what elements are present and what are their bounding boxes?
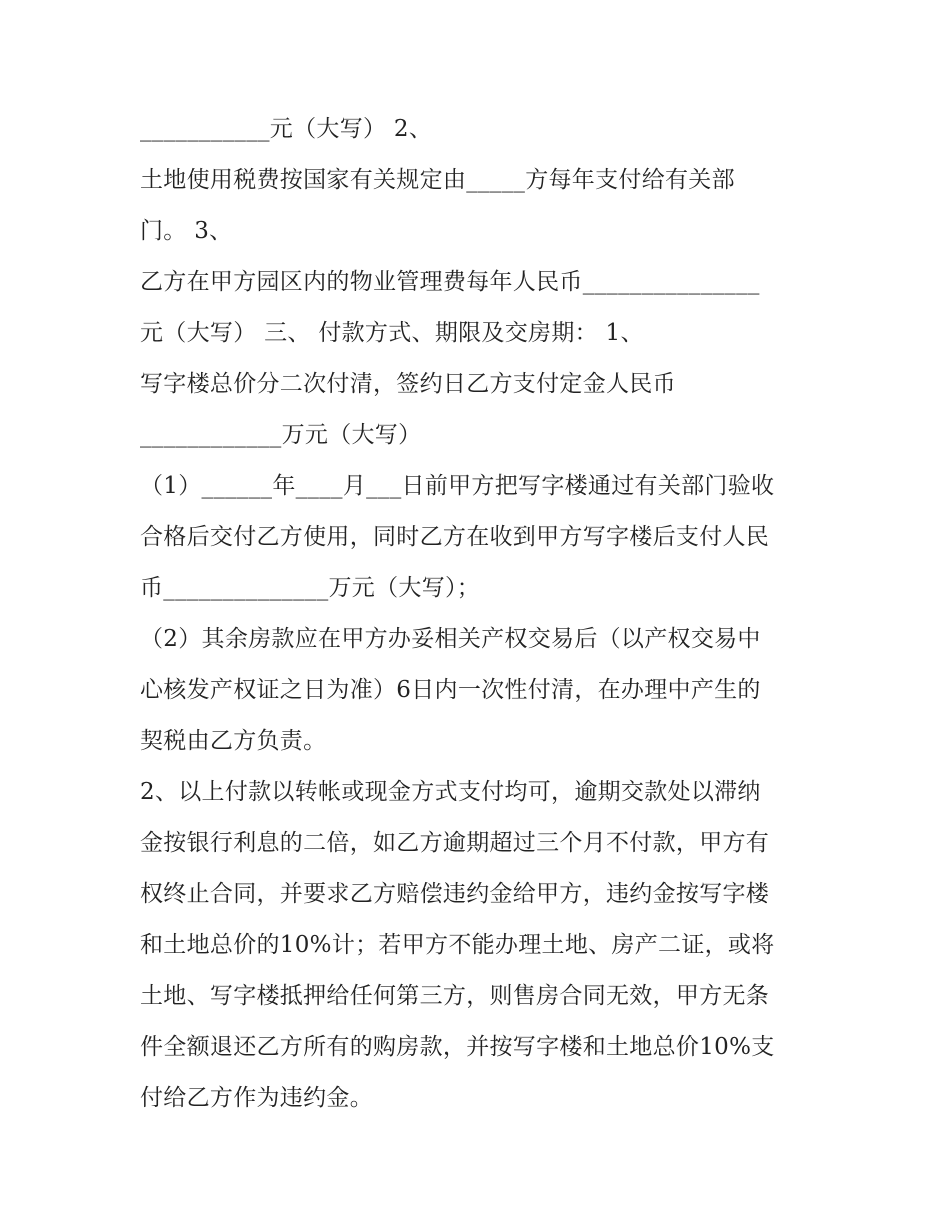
text-line: 件全额退还乙方所有的购房款，并按写字楼和土地总价10%支	[140, 1034, 775, 1060]
text-line: 乙方在甲方园区内的物业管理费每年人民币_______________	[140, 269, 760, 295]
text-line: （2）其余房款应在甲方办妥相关产权交易后（以产权交易中	[140, 626, 761, 652]
text-line: 元（大写） 三、 付款方式、期限及交房期： 1、	[140, 320, 644, 346]
text-line: 金按银行利息的二倍，如乙方逾期超过三个月不付款，甲方有	[140, 830, 770, 856]
text-line: 写字楼总价分二次付清，签约日乙方支付定金人民币	[140, 371, 676, 397]
text-line: （1）______年____月___日前甲方把写字楼通过有关部门验收	[140, 473, 775, 499]
text-line: 心核发产权证之日为准）6日内一次性付清，在办理中产生的	[140, 677, 761, 703]
text-line: ____________万元（大写）	[140, 422, 422, 448]
text-line: 土地使用税费按国家有关规定由_____方每年支付给有关部	[140, 167, 735, 193]
text-line: 门。 3、	[140, 218, 233, 244]
text-line: 权终止合同，并要求乙方赔偿违约金给甲方，违约金按写字楼	[140, 881, 770, 907]
document-body	[140, 104, 830, 1124]
text-line: ___________元（大写） 2、	[140, 116, 433, 142]
text-line: 币______________万元（大写）；	[140, 575, 481, 601]
text-line: 土地、写字楼抵押给任何第三方，则售房合同无效，甲方无条	[140, 983, 770, 1009]
text-line: 2、以上付款以转帐或现金方式支付均可，逾期交款处以滞纳	[140, 779, 761, 805]
text-line: 合格后交付乙方使用，同时乙方在收到甲方写字楼后支付人民	[140, 524, 770, 550]
text-line: 和土地总价的10%计；若甲方不能办理土地、房产二证，或将	[140, 932, 775, 958]
text-line: 付给乙方作为违约金。	[140, 1085, 373, 1111]
text-line: 契税由乙方负责。	[140, 728, 327, 754]
